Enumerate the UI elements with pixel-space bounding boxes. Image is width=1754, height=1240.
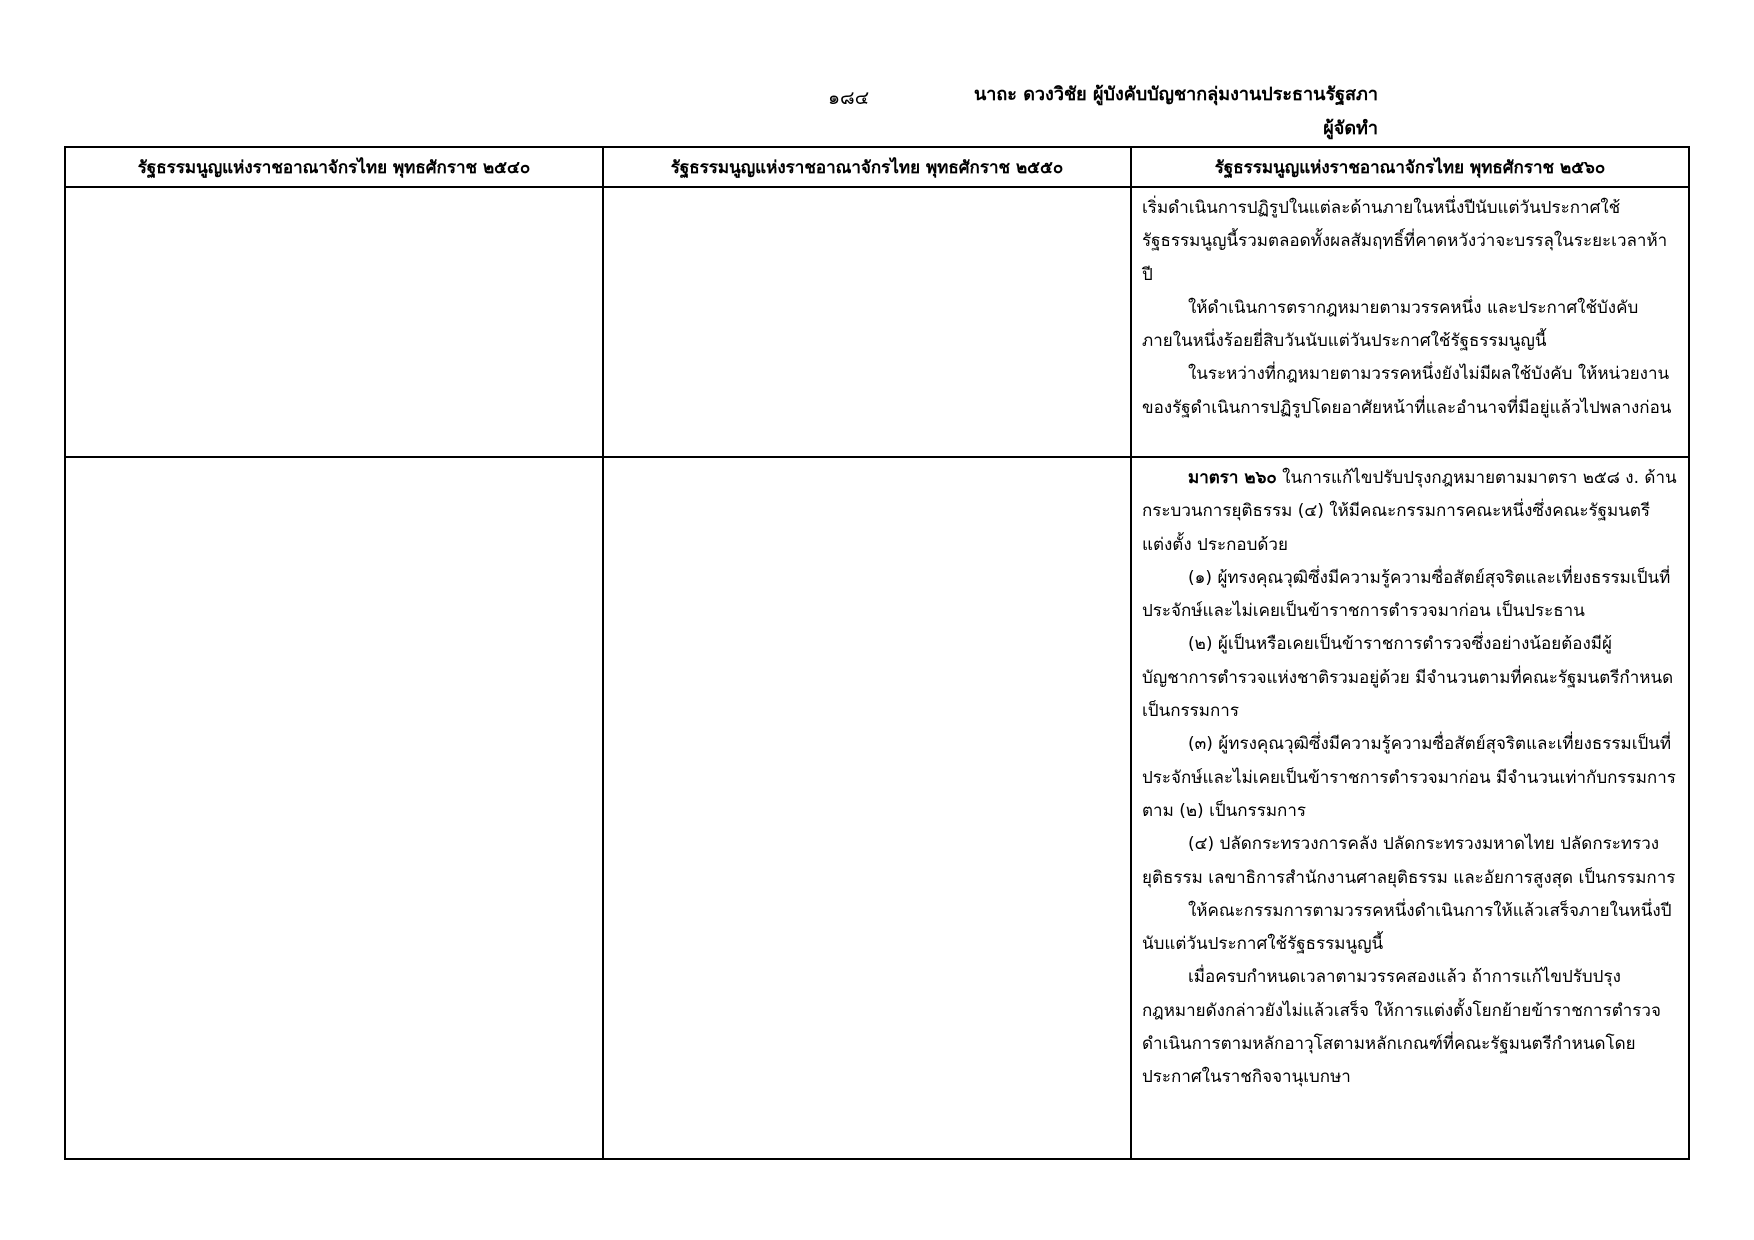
- cell-2560-text: [1132, 188, 1688, 425]
- page-number: ๑๘๔: [828, 87, 870, 109]
- cell-2560: [1131, 457, 1689, 1159]
- author-credit: [974, 78, 1378, 146]
- cell-2540: [65, 187, 603, 457]
- section-paragraph: [1142, 462, 1678, 562]
- list-item: (๓) ผู้ทรงคุณวุฒิซึ่งมีความรู้ความซื่อสัตย์สุจริตและเที่ยงธรรมเป็นที่ประจักษ์และไม่เคยเป็นข้าราชการตำรวจมาก่อน มีจำนวนเท่ากับกรรมการตาม (๒) เป็นกรรมการ: [1142, 734, 1676, 821]
- section-text: ในการแก้ไขปรับปรุงกฎหมายตามมาตรา ๒๕๘ ง. ด้านกระบวนการยุติธรรม (๔) ให้มีคณะกรรมการคณะหนึ่งซึ่งคณะรัฐมนตรีแต่งตั้ง ประกอบด้วย: [1142, 468, 1677, 555]
- paragraph: ให้คณะกรรมการตามวรรคหนึ่งดำเนินการให้แล้วเสร็จภายในหนึ่งปีนับแต่วันประกาศใช้รัฐธรรมนูญนี้: [1142, 900, 1672, 955]
- constitution-comparison-table: [64, 146, 1690, 1160]
- table-row: [65, 187, 1689, 457]
- list-item: (๒) ผู้เป็นหรือเคยเป็นข้าราชการตำรวจซึ่งอย่างน้อยต้องมีผู้บัญชาการตำรวจแห่งชาติรวมอยู่ด้วย มีจำนวนตามที่คณะรัฐมนตรีกำหนด เป็นกรรมการ: [1142, 634, 1674, 722]
- cell-2540: [65, 457, 603, 1159]
- paragraph: ให้ดำเนินการตรากฎหมายตามวรรคหนึ่ง และประกาศใช้บังคับภายในหนึ่งร้อยยี่สิบวันนับแต่วันประกาศใช้รัฐธรรมนูญนี้: [1142, 297, 1639, 352]
- table-header-row: [65, 147, 1689, 187]
- list-item: (๑) ผู้ทรงคุณวุฒิซึ่งมีความรู้ความซื่อสัตย์สุจริตและเที่ยงธรรมเป็นที่ประจักษ์และไม่เคยเป็นข้าราชการตำรวจมาก่อน เป็นประธาน: [1142, 567, 1671, 622]
- cell-2560-text: [1132, 458, 1688, 1095]
- cell-2550: [603, 187, 1131, 457]
- author-role-line: ผู้จัดทำ: [1323, 118, 1378, 139]
- table-row: [65, 457, 1689, 1159]
- column-header-2550: รัฐธรรมนูญแห่งราชอาณาจักรไทย พุทธศักราช ๒๕๕๐: [603, 147, 1131, 187]
- paragraph: ในระหว่างที่กฎหมายตามวรรคหนึ่งยังไม่มีผลใช้บังคับ ให้หน่วยงานของรัฐดำเนินการปฏิรูปโดยอาศัยหน้าที่และอำนาจที่มีอยู่แล้วไปพลางก่อน: [1142, 364, 1672, 418]
- list-item: (๔) ปลัดกระทรวงการคลัง ปลัดกระทรวงมหาดไทย ปลัดกระทรวงยุติธรรม เลขาธิการสำนักงานศาลยุติธรรม และอัยการสูงสุด เป็นกรรมการ: [1142, 834, 1676, 888]
- cell-2550: [603, 457, 1131, 1159]
- author-name-line: นาถะ ดวงวิชัย ผู้บังคับบัญชากลุ่มงานประธานรัฐสภา: [974, 84, 1378, 105]
- paragraph: เริ่มดำเนินการปฏิรูปในแต่ละด้านภายในหนึ่งปีนับแต่วันประกาศใช้รัฐธรรมนูญนี้รวมตลอดทั้งผลสัมฤทธิ์ที่คาดหวังว่าจะบรรลุในระยะเวลาห้าปี: [1142, 198, 1668, 285]
- section-label: มาตรา ๒๖๐: [1188, 468, 1277, 488]
- column-header-2560: รัฐธรรมนูญแห่งราชอาณาจักรไทย พุทธศักราช ๒๕๖๐: [1131, 147, 1689, 187]
- column-header-2540: รัฐธรรมนูญแห่งราชอาณาจักรไทย พุทธศักราช ๒๕๔๐: [65, 147, 603, 187]
- cell-2560: [1131, 187, 1689, 457]
- paragraph: เมื่อครบกำหนดเวลาตามวรรคสองแล้ว ถ้าการแก้ไขปรับปรุงกฎหมายดังกล่าวยังไม่แล้วเสร็จ ให้การแต่งตั้งโยกย้ายข้าราชการตำรวจดำเนินการตามหลักอาวุโสตามหลักเกณฑ์ที่คณะรัฐมนตรีกำหนดโดยประกาศในราชกิจจานุเบกษา: [1142, 967, 1661, 1088]
